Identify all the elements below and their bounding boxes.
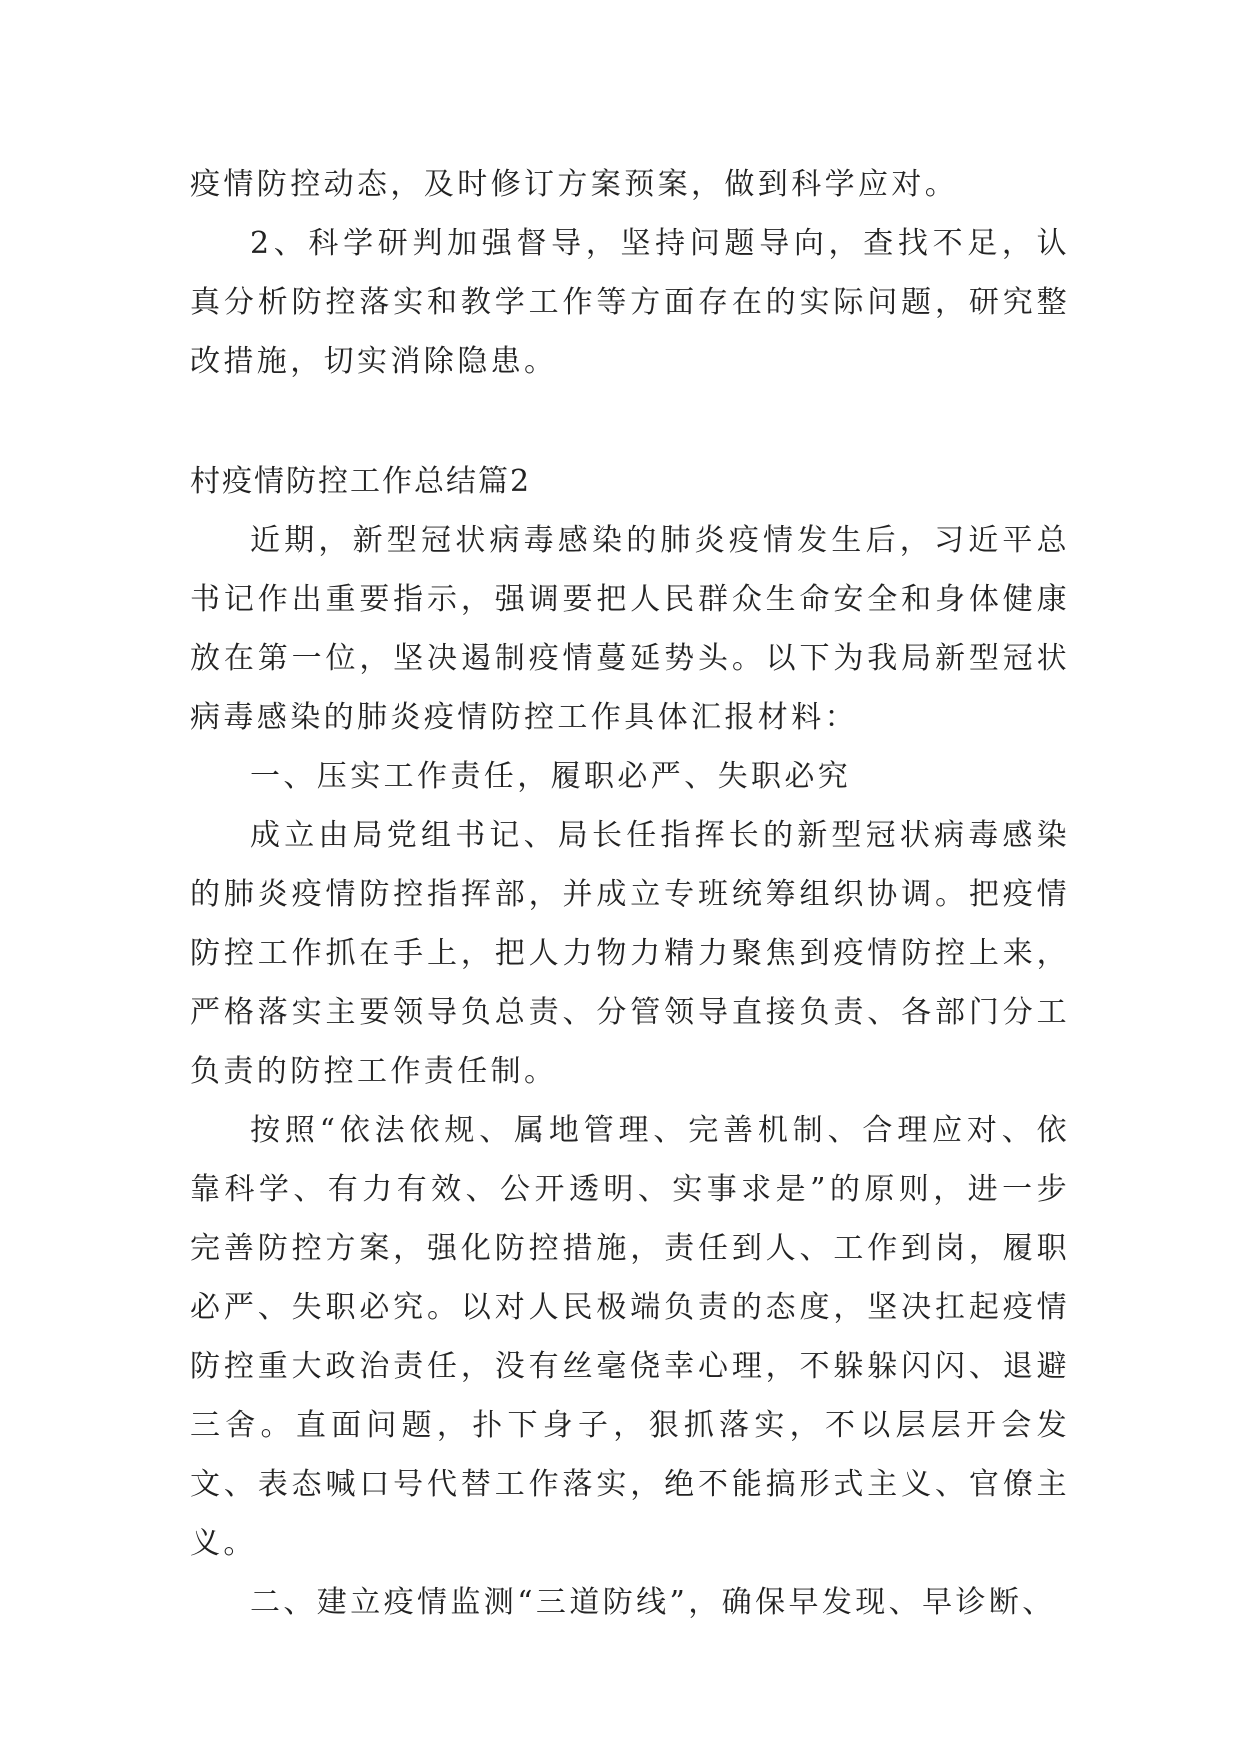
principles-paragraph: 按照“依法依规、属地管理、完善机制、合理应对、依靠科学、有力有效、公开透明、实事求是”的原则，进一步完善防控方案，强化防控措施，责任到人、工作到岗，履职必严、失职必究。以对人民极端负责的态度，坚决扛起疫情防控重大政治责任，没有丝毫侥幸心理，不躲躲闪闪、退避三舍。直面问题，扑下身子，狠抓落实，不以层层开会发文、表态喊口号代替工作落实，绝不能搞形式主义、官僚主义。 bbox=[190, 1113, 1070, 1561]
section-spacer bbox=[190, 391, 1070, 452]
point-2-heading: 二、建立疫情监测“三道防线”，确保早发现、早诊断、 bbox=[250, 1585, 1056, 1620]
point-1-paragraph: 成立由局党组书记、局长任指挥长的新型冠状病毒感染的肺炎疫情防控指挥部，并成立专班统筹组织协调。把疫情防控工作抓在手上，把人力物力精力聚焦到疫情防控上来，严格落实主要领导负总责、分管领导直接负责、各部门分工负责的防控工作责任制。 bbox=[190, 818, 1070, 1089]
continuation-paragraph: 疫情防控动态，及时修订方案预案，做到科学应对。 bbox=[190, 167, 959, 202]
document-body bbox=[190, 155, 1070, 1632]
point-1-heading: 一、压实工作责任，履职必严、失职必究 bbox=[250, 759, 852, 794]
section-title: 村疫情防控工作总结篇2 bbox=[190, 464, 532, 499]
intro-paragraph: 近期，新型冠状病毒感染的肺炎疫情发生后，习近平总书记作出重要指示，强调要把人民群众生命安全和身体健康放在第一位，坚决遏制疫情蔓延势头。以下为我局新型冠状病毒感染的肺炎疫情防控工作具体汇报材料： bbox=[190, 523, 1070, 735]
item-2-paragraph: 2、科学研判加强督导，坚持问题导向，查找不足，认真分析防控落实和教学工作等方面存在的实际问题，研究整改措施，切实消除隐患。 bbox=[190, 226, 1070, 379]
